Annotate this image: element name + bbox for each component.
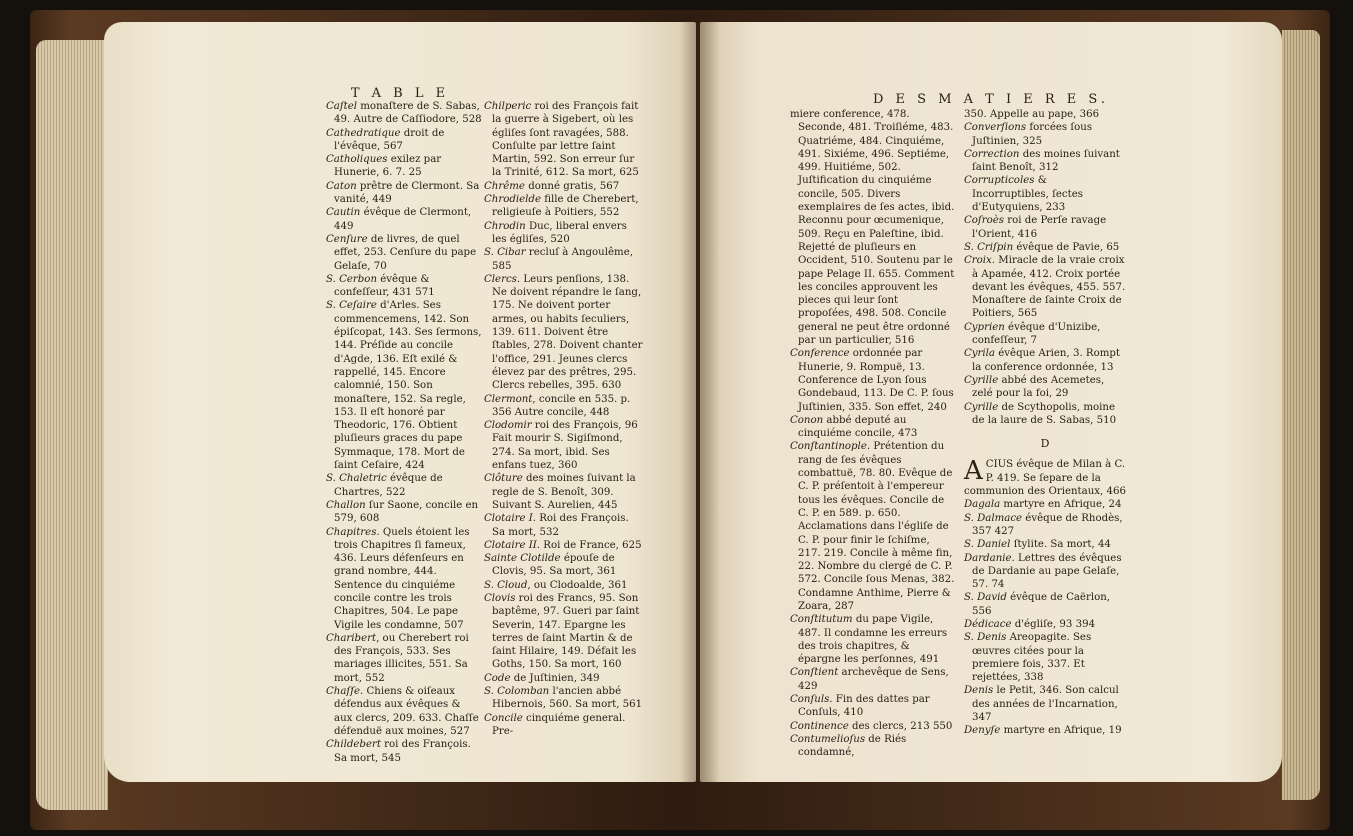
entry-headword: S. Criſpin bbox=[964, 241, 1014, 253]
entry-text: martyre en Afrique, 19 bbox=[1000, 725, 1122, 737]
index-entry bbox=[964, 512, 1126, 539]
index-entry bbox=[964, 254, 1126, 320]
entry-headword: Contumelioſus bbox=[790, 733, 866, 745]
index-entry bbox=[790, 347, 955, 413]
entry-text: martyre en Afrique, 24 bbox=[1000, 499, 1122, 511]
entry-headword: Clotaire I. bbox=[484, 513, 537, 525]
entry-text: roi des François, 96 Fait mourir S. Sigiſmond, 274. Sa mort, ibid. Ses enfans tuez, 360 bbox=[492, 420, 638, 472]
entry-text: de Juſtinien, 349 bbox=[510, 672, 600, 684]
index-entry bbox=[326, 153, 482, 180]
entry-headword: Challon bbox=[326, 499, 366, 511]
index-entry bbox=[964, 631, 1126, 684]
entry-text: , ou Cherebert roi des François, 533. Ses mariages illicites, 551. Sa mort, 552 bbox=[334, 632, 469, 684]
entry-text: roi des François. Sa mort, 545 bbox=[334, 739, 471, 764]
entry-headword: Croix. bbox=[964, 255, 996, 267]
entry-text: évêque de Clermont, 449 bbox=[334, 207, 472, 232]
left-page bbox=[104, 22, 696, 782]
index-entry bbox=[326, 180, 482, 207]
entry-text: roi des François fait la guerre à Sigebert, où les égliſes ſont ravagées, 588. Conſulte par lettre ſaint Martin, 592. Son erreur ſur la Trinité, 612. Sa mort, 625 bbox=[492, 101, 639, 179]
entry-headword: Cathedratique bbox=[326, 127, 401, 139]
entry-text: CIUS évêque de Milan à C. P. 419. Se ſepare de la communion des Orientaux, 466 bbox=[964, 459, 1126, 498]
entry-text: évêque de Caërlon, 556 bbox=[972, 592, 1111, 617]
entry-text: évêque Arien, 3. Rompt la conference ordonnée, 13 bbox=[972, 348, 1121, 373]
page-edges-right bbox=[1282, 30, 1320, 800]
entry-text: des moines ſuivant ſaint Benoît, 312 bbox=[972, 148, 1120, 174]
entry-text: archevêque de Sens, 429 bbox=[798, 667, 949, 692]
entry-text: 350. Appelle au pape, 366 bbox=[964, 109, 1100, 120]
index-entry bbox=[790, 666, 955, 693]
index-entry bbox=[484, 552, 644, 579]
entry-text: ſur Saone, concile en 579, 608 bbox=[334, 499, 479, 525]
entry-headword: Coſroès bbox=[964, 215, 1004, 227]
entry-text: de Riés condamné, bbox=[798, 733, 907, 759]
entry-headword: Denyſe bbox=[964, 725, 1001, 737]
index-entry bbox=[484, 592, 644, 672]
entry-text: donné gratis, 567 bbox=[524, 180, 620, 192]
entry-headword: Conon bbox=[790, 414, 824, 426]
entry-text: prêtre de Clermont. Sa vanité, 449 bbox=[334, 180, 480, 206]
index-entry bbox=[326, 273, 482, 300]
entry-text: de livres, de quel effet, 253. Cenſure du pape Gelaſe, 70 bbox=[334, 233, 477, 272]
index-entry bbox=[484, 180, 644, 193]
entry-text: abbé deputé au cinquiéme concile, 473 bbox=[798, 414, 918, 440]
entry-headword: Chaſſe. bbox=[326, 686, 364, 698]
index-entry bbox=[964, 552, 1126, 592]
entry-headword: Conſtitutum bbox=[790, 614, 853, 626]
entry-text: ſtylite. Sa mort, 44 bbox=[1010, 539, 1111, 551]
right-column-2-bottom bbox=[964, 458, 1126, 737]
entry-text: Roi des François. Sa mort, 532 bbox=[492, 513, 629, 538]
index-entry bbox=[326, 100, 482, 127]
entry-text: évêque de Rhodès, 357 427 bbox=[972, 512, 1123, 537]
entry-headword: Clôture bbox=[484, 473, 523, 485]
index-entry bbox=[484, 100, 644, 180]
index-entry bbox=[484, 472, 644, 512]
entry-headword: S. Dalmace bbox=[964, 512, 1023, 524]
entry-headword: Chrême bbox=[484, 180, 525, 192]
entry-headword: Correction bbox=[964, 148, 1020, 160]
entry-text: recluſ à Angoulême, 585 bbox=[492, 247, 633, 272]
entry-text: épouſe de Clovis, 95. Sa mort, 361 bbox=[492, 553, 617, 578]
entry-headword: Corrupticoles bbox=[964, 175, 1035, 187]
entry-headword: Clermont bbox=[484, 393, 533, 405]
index-entry bbox=[964, 321, 1126, 348]
index-entry bbox=[964, 347, 1126, 374]
entry-headword: Clotaire II. bbox=[484, 539, 541, 551]
index-entry bbox=[326, 233, 482, 273]
entry-headword: Conſtient bbox=[790, 667, 839, 679]
entry-text: forcées ſous Juſtinien, 325 bbox=[972, 122, 1093, 147]
entry-text: évêque & confeſſeur, 431 571 bbox=[334, 273, 435, 299]
index-entry bbox=[964, 174, 1126, 214]
entry-text: cinquiéme general. Pre- bbox=[492, 712, 626, 737]
index-entry bbox=[964, 108, 1126, 121]
entry-text: droit de l'évêque, 567 bbox=[334, 127, 445, 152]
entry-headword: Clovis bbox=[484, 592, 516, 604]
entry-headword: Childebert bbox=[326, 739, 381, 751]
section-letter-d: D bbox=[1040, 437, 1050, 451]
index-entry bbox=[790, 720, 955, 733]
index-entry bbox=[964, 241, 1126, 254]
right-column-1 bbox=[790, 108, 955, 760]
entry-headword: Chilperic bbox=[484, 101, 532, 112]
entry-text: Leurs penſions, 138. Ne doivent répandre le ſang, 175. Ne doivent porter armes, ou habits ſeculiers, 139. 611. Doivent être ſtables, 278. Doivent chanter l'office, 291. Jeunes clercs élevez par des prêtres, 295. Clercs rebelles, 395. 630 bbox=[492, 273, 643, 392]
index-entry bbox=[326, 738, 482, 765]
entry-headword: Caſtel bbox=[326, 101, 358, 112]
index-entry bbox=[326, 632, 482, 685]
running-head-right: D E S M A T I E R E S. bbox=[873, 92, 1109, 107]
entry-text: Areopagite. Ses œuvres citées pour la premiere fois, 337. Et rejettées, 338 bbox=[972, 632, 1092, 684]
index-entry bbox=[790, 613, 955, 666]
entry-headword: Denis bbox=[964, 685, 994, 697]
entry-headword: S. Denis bbox=[964, 632, 1007, 644]
entry-text: Prétention du rang de ſes évêques combattuë, 78. 80. Evêque de C. P. préſentoit à l'empereur tous les évêques. Concile de C. P. en 589. p. 650. Acclamations dans l'égliſe de C. P. pour finir le ſchiſme, 217. 219. Concile à même fin, 22. Nombre du clergé de C. P. 572. Concile ſous Menas, 382. Condamne Anthime, Pierre & Zoara, 287 bbox=[798, 441, 955, 612]
entry-headword: Dardanie. bbox=[964, 552, 1015, 564]
entry-text: exilez par Hunerie, 6. 7. 25 bbox=[334, 154, 442, 179]
drop-cap: A bbox=[964, 456, 983, 487]
entry-headword: Cyrille bbox=[964, 401, 999, 413]
index-entry bbox=[484, 712, 644, 739]
entry-text: des clercs, 213 550 bbox=[848, 720, 953, 732]
entry-headword: Cyrille bbox=[964, 374, 999, 386]
entry-headword: S. Cerbon bbox=[326, 273, 378, 285]
index-entry bbox=[484, 393, 644, 420]
entry-text: roi de Perſe ravage l'Orient, 416 bbox=[972, 215, 1107, 240]
entry-headword: Chrodielde bbox=[484, 194, 541, 206]
entry-headword: Chrodin bbox=[484, 220, 526, 232]
index-entry bbox=[484, 579, 644, 592]
index-entry bbox=[484, 512, 644, 539]
right-page bbox=[700, 22, 1282, 782]
index-entry bbox=[790, 108, 955, 347]
entry-text: monaſtere de S. Sabas, 49. Autre de Caſſiodore, 528 bbox=[334, 101, 482, 126]
running-head-left: T A B L E bbox=[350, 86, 450, 101]
index-entry bbox=[484, 273, 644, 393]
index-entry bbox=[964, 374, 1126, 401]
entry-text: Chiens & oiſeaux défendus aux évêques & aux clercs, 209. 633. Chaſſe défenduë aux moines, 527 bbox=[334, 686, 479, 737]
index-entry bbox=[964, 591, 1126, 618]
entry-headword: Cyprien bbox=[964, 321, 1005, 333]
entry-text: , concile en 535. p. 356 Autre concile, 448 bbox=[492, 393, 631, 418]
entry-text: , ou Clodoalde, 361 bbox=[527, 579, 628, 591]
entry-headword: Catholiques bbox=[326, 154, 388, 166]
index-entry bbox=[964, 148, 1126, 175]
entry-headword: Converſions bbox=[964, 122, 1027, 134]
index-entry bbox=[326, 499, 482, 526]
index-entry bbox=[484, 539, 644, 552]
index-entry bbox=[964, 724, 1126, 737]
entry-text: évêque de Pavie, 65 bbox=[1013, 241, 1120, 253]
index-entry bbox=[326, 127, 482, 154]
index-entry bbox=[326, 685, 482, 738]
index-entry bbox=[484, 685, 644, 712]
entry-text: l'ancien abbé Hibernois, 560. Sa mort, 561 bbox=[492, 686, 643, 711]
index-entry bbox=[790, 693, 955, 720]
entry-headword: Charibert bbox=[326, 632, 377, 644]
entry-headword: S. Cloud bbox=[484, 579, 528, 591]
gutter-shadow bbox=[680, 22, 720, 782]
entry-text: de Scythopolis, moine de la laure de S. Sabas, 510 bbox=[972, 401, 1117, 426]
entry-headword: S. Ceſaire bbox=[326, 300, 377, 312]
index-entry bbox=[964, 214, 1126, 241]
entry-headword: Concile bbox=[484, 712, 523, 724]
index-entry bbox=[964, 538, 1126, 551]
entry-text: Lettres des évêques de Dardanie au pape Gelaſe, 57. 74 bbox=[972, 552, 1122, 591]
index-entry bbox=[964, 498, 1126, 511]
index-entry bbox=[790, 440, 955, 613]
index-entry bbox=[964, 684, 1126, 724]
index-entry bbox=[326, 299, 482, 472]
entry-text: Duc, liberal envers les égliſes, 520 bbox=[492, 220, 627, 245]
entry-text: Miracle de la vraie croix à Apamée, 412. Croix portée devant les évêques, 455. 557. Monaſtere de ſainte Croix de Poitiers, 565 bbox=[972, 255, 1126, 320]
entry-headword: Clercs. bbox=[484, 273, 521, 285]
entry-text: des moines ſuivant la regle de S. Benoît, 309. Suivant S. Aurelien, 445 bbox=[492, 473, 636, 511]
entry-headword: S. Colomban bbox=[484, 686, 550, 698]
entry-headword: Conſtantinople. bbox=[790, 441, 871, 453]
index-entry bbox=[326, 526, 482, 632]
entry-text: évêque d'Unizibe, confeſſeur, 7 bbox=[972, 321, 1101, 347]
entry-text: ordonnée par Hunerie, 9. Rompuë, 13. Conference de Lyon ſous Gondebaud, 113. De C. P. ſous Juſtinien, 335. Son effet, 240 bbox=[798, 348, 954, 413]
index-entry bbox=[484, 193, 644, 220]
entry-headword: Conference bbox=[790, 348, 850, 360]
entry-headword: S. Daniel bbox=[964, 539, 1011, 551]
entry-text: Quels étoient les trois Chapitres ſi fameux, 436. Leurs défenſeurs en grand nombre, 444. Sentence du cinquiéme concile contre les trois Chapitres, 504. Le pape Vigile les condamne, 507 bbox=[334, 526, 470, 631]
index-entry bbox=[964, 458, 1126, 498]
entry-headword: Clodomir bbox=[484, 420, 532, 432]
index-entry bbox=[964, 618, 1126, 631]
entry-text: roi des Francs, 95. Son baptême, 97. Gueri par ſaint Severin, 147. Epargne les terres de ſaint Martin & de ſaint Hilaire, 149. Défait les Goths, 150. Sa mort, 160 bbox=[492, 592, 640, 671]
left-column-2 bbox=[484, 100, 644, 738]
index-entry bbox=[964, 401, 1126, 428]
entry-headword: Cenſure bbox=[326, 233, 368, 245]
entry-text: fille de Cherebert, religieuſe à Poitiers, 552 bbox=[492, 194, 639, 219]
entry-text: Roi de France, 625 bbox=[540, 539, 642, 551]
entry-headword: Chapitres. bbox=[326, 526, 380, 538]
index-entry bbox=[790, 414, 955, 441]
entry-text: & Incorruptibles, ſectes d'Eutyquiens, 233 bbox=[972, 175, 1083, 214]
index-entry bbox=[326, 206, 482, 233]
entry-text: d'égliſe, 93 394 bbox=[1011, 618, 1096, 630]
entry-headword: S. Cibar bbox=[484, 247, 526, 259]
entry-headword: Cyrila bbox=[964, 348, 996, 360]
entry-headword: Sainte Clotilde bbox=[484, 553, 561, 565]
index-entry bbox=[484, 246, 644, 273]
entry-headword: Caton bbox=[326, 180, 357, 192]
index-entry bbox=[484, 672, 644, 685]
entry-text: miere conference, 478. Seconde, 481. Troiſiéme, 483. Quatriéme, 484. Cinquiéme, 491. Sixiéme, 496. Septiéme, 499. Huitiéme, 502. Juſtification du cinquiéme concile, 505. Divers exemplaires de ſes actes, ibid. Reconnu pour œcumenique, 509. Reçu en Paleſtine, ibid. Rejetté de pluſieurs en Occident, 510. Soutenu par le pape Pelage II. 655. Comment les conciles approuvent les pieces qui leur ſont propoſées, 498. 508. Concile general ne peut être ordonné par un particulier, 516 bbox=[790, 109, 955, 347]
entry-headword: Continence bbox=[790, 720, 849, 732]
entry-text: évêque de Chartres, 522 bbox=[334, 473, 443, 498]
entry-headword: Dagala bbox=[964, 499, 1001, 511]
entry-headword: Conſuls. bbox=[790, 694, 833, 706]
entry-text: d'Arles. Ses commencemens, 142. Son épiſcopat, 143. Ses ſermons, 144. Préſide au concile d'Agde, 136. Eſt exilé & rappellé, 145. Encore calomnié, 150. Son monaſtere, 152. Sa regle, 153. Il eſt honoré par Theodoric, 176. Obtient pluſieurs graces du pape Symmaque, 178. Mort de ſaint Ceſaire, 424 bbox=[334, 300, 482, 472]
index-entry bbox=[484, 220, 644, 247]
entry-text: Fin des dattes par Conſuls, 410 bbox=[798, 694, 930, 719]
entry-text: abbé des Acemetes, zelé pour la foi, 29 bbox=[972, 374, 1105, 400]
right-column-2-top bbox=[964, 108, 1126, 427]
entry-headword: S. Chaletric bbox=[326, 473, 387, 485]
index-entry bbox=[326, 472, 482, 499]
entry-headword: Dédicace bbox=[964, 618, 1012, 630]
page-edges-left bbox=[36, 40, 108, 810]
index-entry bbox=[964, 121, 1126, 148]
index-entry bbox=[484, 419, 644, 472]
index-entry bbox=[790, 733, 955, 760]
right-column-2 bbox=[964, 108, 1126, 738]
entry-headword: Code bbox=[484, 672, 511, 684]
entry-headword: Cautin bbox=[326, 207, 361, 219]
entry-text: le Petit, 346. Son calcul des années de l'Incarnation, 347 bbox=[972, 685, 1119, 724]
left-column-1 bbox=[326, 100, 482, 765]
entry-text: du pape Vigile, 487. Il condamne les erreurs des trois chapitres, & épargne les perſonnes, 491 bbox=[798, 614, 948, 666]
entry-headword: S. David bbox=[964, 592, 1007, 604]
